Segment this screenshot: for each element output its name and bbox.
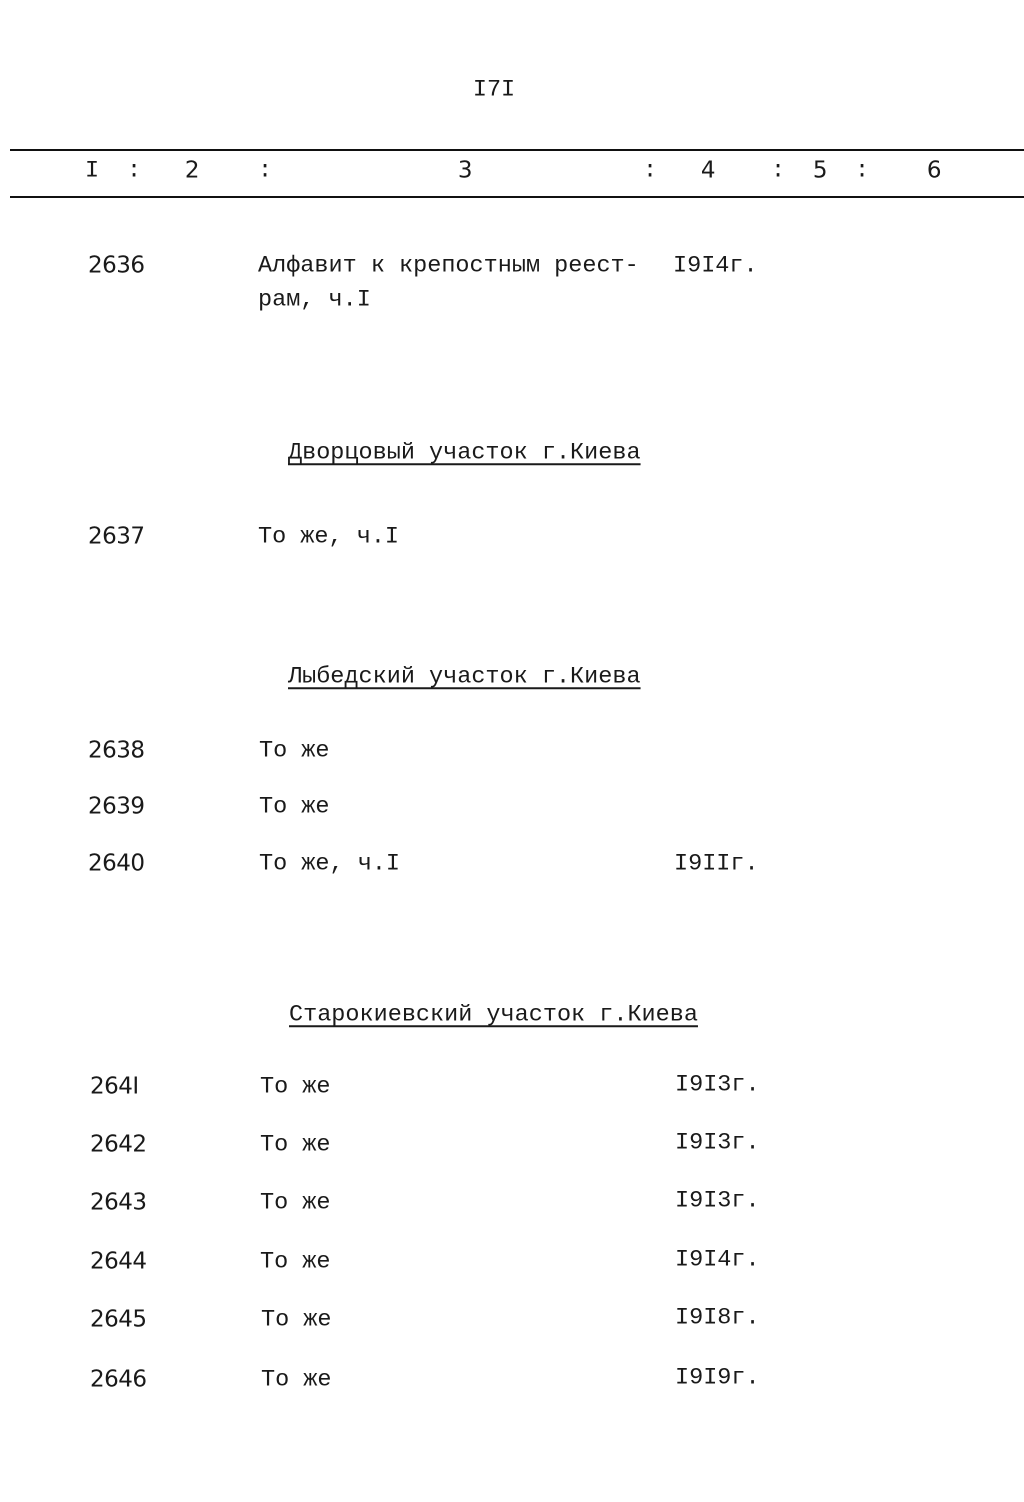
column-separator: :: [770, 157, 786, 185]
column-header-4: 4: [700, 157, 716, 184]
entry-title: То же, ч.I: [259, 850, 401, 878]
entry-title: То же: [260, 1073, 331, 1101]
page-number: I7I: [472, 76, 516, 104]
entry-number: 2637: [88, 523, 145, 550]
entry-title: То же: [260, 1131, 331, 1159]
entry-title: То же: [260, 1248, 331, 1276]
entry-title-continued: рам, ч.I: [258, 286, 371, 314]
entry-number: 2639: [88, 793, 145, 820]
section-heading: Лыбедский участок г.Киева: [288, 663, 641, 691]
entry-number: 264I: [90, 1073, 139, 1100]
header-bottom-rule: [10, 196, 1024, 198]
entry-year: I9I3г.: [675, 1071, 760, 1099]
column-separator: :: [257, 157, 273, 185]
column-header-1: I: [84, 157, 100, 185]
entry-number: 2640: [88, 850, 145, 877]
entry-year: I9I9г.: [675, 1364, 760, 1392]
header-top-rule: [10, 149, 1024, 151]
entry-number: 2645: [90, 1306, 147, 1333]
section-heading: Дворцовый участок г.Киева: [288, 439, 641, 467]
entry-year: I9IIг.: [674, 850, 759, 878]
entry-title: То же: [259, 737, 330, 765]
column-header-6: 6: [926, 157, 942, 184]
entry-year: I9I4г.: [675, 1246, 760, 1274]
entry-title: То же: [259, 793, 330, 821]
column-header-2: 2: [184, 157, 200, 184]
entry-number: 2642: [90, 1131, 147, 1158]
entry-title: То же, ч.I: [258, 523, 400, 551]
entry-number: 2643: [90, 1189, 147, 1216]
entry-number: 2638: [88, 737, 145, 764]
entry-year: I9I3г.: [675, 1187, 760, 1215]
column-separator: :: [126, 157, 142, 185]
entry-year: I9I3г.: [675, 1129, 760, 1157]
entry-title: То же: [260, 1189, 331, 1217]
entry-title: То же: [261, 1306, 332, 1334]
entry-title: Алфавит к крепостным реест-: [258, 252, 639, 280]
entry-number: 2636: [88, 252, 145, 279]
entry-year: I9I8г.: [675, 1304, 760, 1332]
entry-number: 2646: [90, 1366, 147, 1393]
entry-year: I9I4г.: [673, 252, 758, 280]
column-separator: :: [854, 157, 870, 185]
column-header-3: 3: [457, 157, 473, 184]
column-separator: :: [642, 157, 658, 185]
entry-title: То же: [261, 1366, 332, 1394]
entry-number: 2644: [90, 1248, 147, 1275]
column-header-5: 5: [812, 157, 828, 184]
section-heading: Старокиевский участок г.Киева: [289, 1001, 698, 1029]
